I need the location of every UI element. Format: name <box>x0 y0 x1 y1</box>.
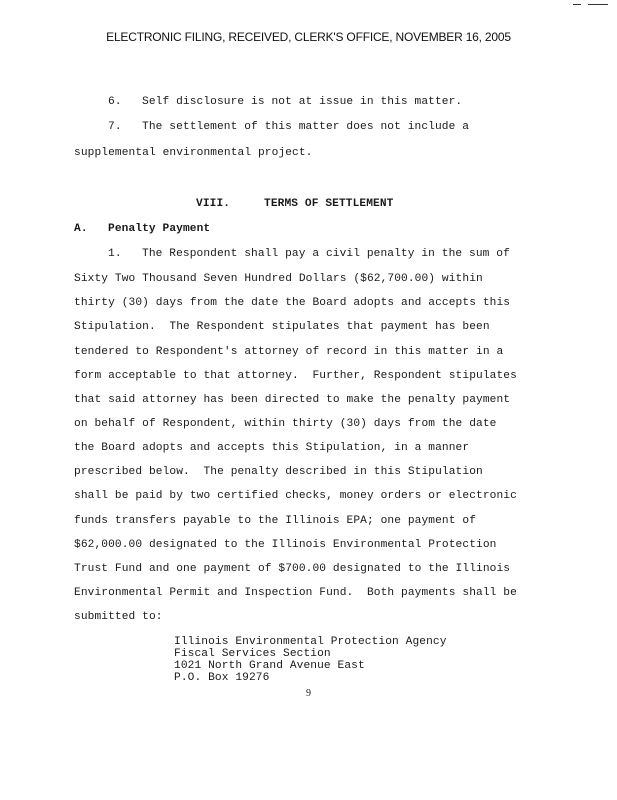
address-line: Illinois Environmental Protection Agency <box>174 636 447 648</box>
paragraph-line: on behalf of Respondent, within thirty (30) days from the date <box>74 418 497 430</box>
paragraph-line: Sixty Two Thousand Seven Hundred Dollars ($62,700.00) within <box>74 273 483 285</box>
paragraph-number: 1. <box>108 248 122 260</box>
paragraph-line: Trust Fund and one payment of $700.00 designated to the Illinois <box>74 563 511 575</box>
paragraph-first-line: The Respondent shall pay a civil penalty in the sum of <box>142 248 510 260</box>
item-7-text-line-2: supplemental environmental project. <box>74 147 313 159</box>
section-title: TERMS OF SETTLEMENT <box>264 198 394 210</box>
paragraph-line: form acceptable to that attorney. Further, Respondent stipulates <box>74 370 517 382</box>
paragraph-line: Stipulation. The Respondent stipulates that payment has been <box>74 321 490 333</box>
page-number: 9 <box>306 688 311 699</box>
paragraph-line: submitted to: <box>74 611 163 623</box>
address-line: Fiscal Services Section <box>174 648 331 660</box>
scan-mark-top-right-2 <box>588 4 608 5</box>
paragraph-line: Environmental Permit and Inspection Fund. Both payments shall be <box>74 587 517 599</box>
item-6-number: 6. <box>108 96 122 108</box>
scan-mark-top-right-1 <box>573 4 581 5</box>
paragraph-line: tendered to Respondent's attorney of record in this matter in a <box>74 346 504 358</box>
item-6-text: Self disclosure is not at issue in this matter. <box>142 96 463 108</box>
address-line: P.O. Box 19276 <box>174 672 270 684</box>
paragraph-line: that said attorney has been directed to make the penalty payment <box>74 394 511 406</box>
paragraph-line: funds transfers payable to the Illinois EPA; one payment of <box>74 515 477 527</box>
subsection-letter: A. <box>74 223 88 235</box>
filing-header: ELECTRONIC FILING, RECEIVED, CLERK'S OFFICE, NOVEMBER 16, 2005 <box>106 30 511 44</box>
address-line: 1021 North Grand Avenue East <box>174 660 365 672</box>
paragraph-line: shall be paid by two certified checks, money orders or electronic <box>74 490 517 502</box>
item-7-number: 7. <box>108 121 122 133</box>
paragraph-line: $62,000.00 designated to the Illinois Environmental Protection <box>74 539 497 551</box>
subsection-title: Penalty Payment <box>108 223 211 235</box>
section-numeral: VIII. <box>196 198 231 210</box>
item-7-text-line-1: The settlement of this matter does not include a <box>142 121 470 133</box>
paragraph-line: thirty (30) days from the date the Board adopts and accepts this <box>74 297 511 309</box>
paragraph-line: prescribed below. The penalty described in this Stipulation <box>74 466 483 478</box>
paragraph-line: the Board adopts and accepts this Stipulation, in a manner <box>74 442 470 454</box>
